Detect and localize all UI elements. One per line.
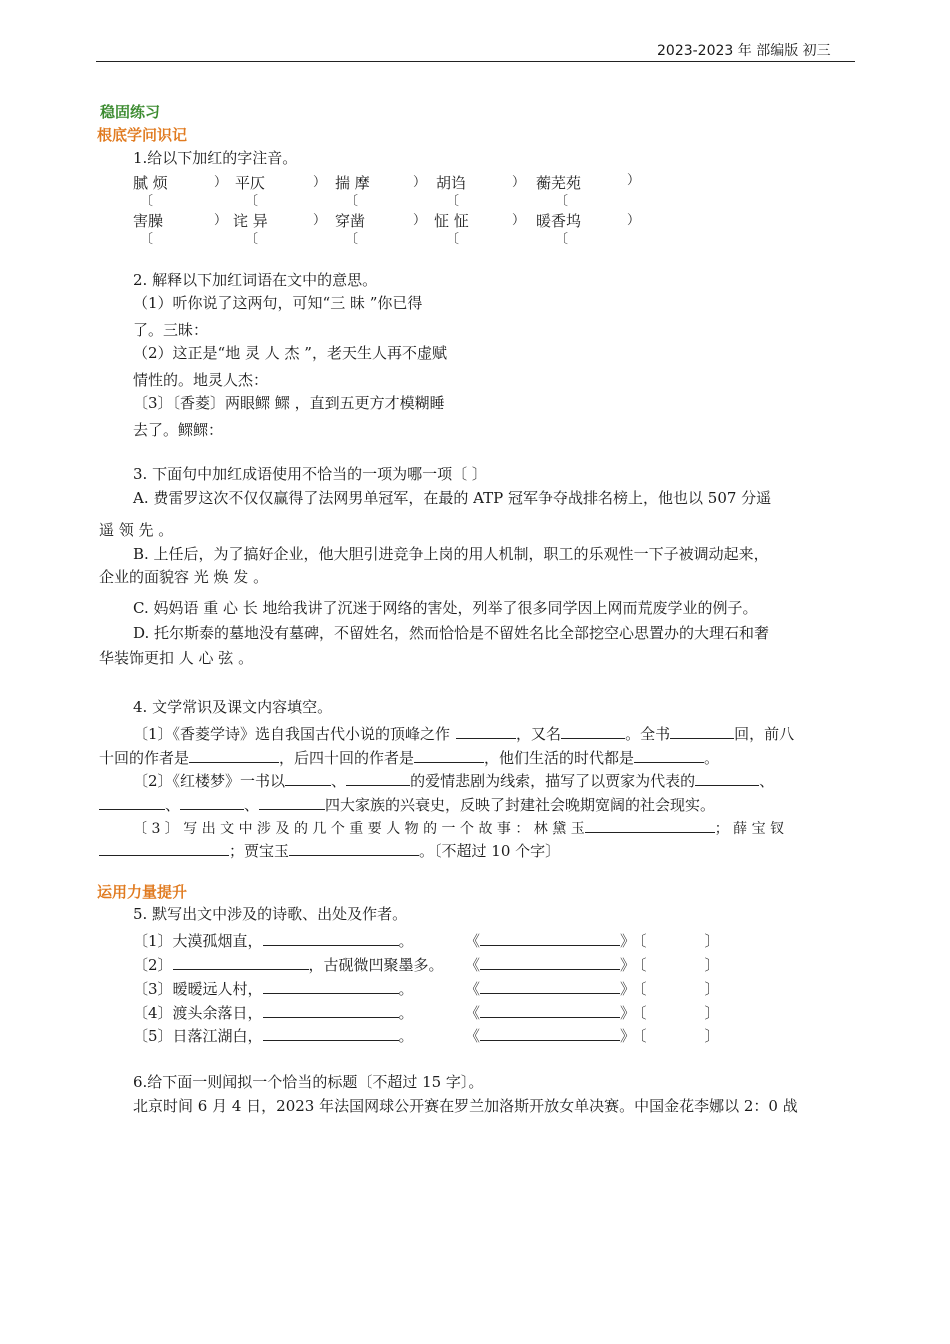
blank-input[interactable]: [263, 1003, 399, 1018]
blank-input[interactable]: [189, 748, 279, 763]
q5-source-1: [465, 931, 720, 949]
q2-answer-3: 去了。鳏鳏：: [133, 421, 224, 439]
q2-answer-1: 了。三昧：: [133, 321, 209, 339]
q4-text: 〔2〕《红楼梦》一书以: [133, 772, 286, 790]
blank-input[interactable]: [259, 795, 325, 810]
q1-item: 平仄: [235, 174, 266, 192]
q3-option-d-cont: 华装饰更扣 人 心 弦 。: [99, 649, 254, 667]
blank-input[interactable]: [263, 979, 399, 994]
q5-text: 〔5〕日落江湖白，: [133, 1027, 263, 1045]
q5-text: 《: [465, 1027, 481, 1045]
q4-line-6: [99, 841, 560, 859]
blank-input[interactable]: [480, 1003, 620, 1018]
q4-line-2: [99, 748, 719, 766]
q5-text: 《: [465, 956, 481, 974]
q2-sentence-2: （2）这正是“地 灵 人 杰 ”，老天生人再不虚赋: [133, 344, 447, 362]
q2-sentence-1: （1）听你说了这两句，可知“三 昧 ”你已得: [133, 294, 423, 312]
q4-line-1: [133, 724, 794, 742]
paren: 〔: [555, 232, 569, 247]
paren: 〔: [446, 232, 460, 247]
blank-input[interactable]: [695, 771, 759, 786]
paren: 〔: [446, 194, 460, 209]
blank-input[interactable]: [670, 724, 734, 739]
q5-item-3: [133, 979, 414, 997]
q4-text: ； 薛 宝 钗: [714, 821, 785, 837]
paren: 〔: [140, 232, 154, 247]
paren: ）: [313, 213, 327, 228]
q5-text: 〔3〕暧暧远人村，: [133, 980, 263, 998]
blank-input[interactable]: [480, 1026, 620, 1041]
paren: ）: [214, 175, 228, 190]
q1-item: 蘅芜苑: [536, 174, 582, 192]
blank-input[interactable]: [480, 931, 620, 946]
paren: ）: [512, 213, 526, 228]
q1-item: 胡诌: [436, 174, 467, 192]
q4-text: 、: [165, 796, 181, 814]
q4-text: 、: [759, 772, 775, 790]
paren: 〔: [555, 194, 569, 209]
paren: 〔: [245, 232, 259, 247]
q4-text: ，又名: [516, 725, 562, 743]
blank-input[interactable]: [173, 955, 309, 970]
q5-source-3: [465, 979, 720, 997]
q5-text: 》: [620, 956, 636, 974]
q5-text: 〔: [639, 1027, 647, 1045]
blank-input[interactable]: [285, 771, 331, 786]
q1-item: 穿凿: [335, 212, 366, 230]
q6-title: 6.给下面一则闻拟一个恰当的标题〔不超过 15 字〕。: [133, 1073, 484, 1091]
paren: ）: [512, 175, 526, 190]
paren: ）: [413, 175, 427, 190]
q1-item: 害臊: [133, 212, 164, 230]
q5-text: 。: [398, 932, 414, 950]
q1-title: 1.给以下加红的字注音。: [133, 149, 298, 167]
paren: 〔: [345, 194, 359, 209]
paren: 〔: [245, 194, 259, 209]
q5-source-5: [465, 1026, 720, 1044]
q1-item: 暖香坞: [536, 212, 582, 230]
blank-input[interactable]: [480, 979, 620, 994]
q4-text: ；贾宝玉: [229, 842, 290, 860]
paren: ）: [627, 173, 641, 188]
blank-input[interactable]: [99, 841, 229, 856]
q4-text: 四大家族的兴衰史，反映了封建社会晚期宽阔的社会现实。: [325, 796, 716, 814]
q5-source-2: [465, 955, 720, 973]
q4-line-4: [99, 795, 715, 813]
q4-line-5: [133, 818, 784, 836]
q4-text: 十回的作者是: [99, 749, 190, 767]
q4-text: 〔1〕《香菱学诗》选自我国古代小说的顶峰之作: [133, 725, 451, 743]
paren: 〔: [140, 194, 154, 209]
q5-item-1: [133, 931, 414, 949]
blank-input[interactable]: [346, 771, 410, 786]
q4-text: ，后四十回的作者是: [279, 749, 415, 767]
q5-source-4: [465, 1003, 720, 1021]
q5-text: 《: [465, 932, 481, 950]
paren: ）: [313, 175, 327, 190]
q5-title: 5. 默写出文中涉及的诗歌、出处及作者。: [133, 905, 408, 923]
q5-text: 。: [398, 1027, 414, 1045]
q5-item-5: [133, 1026, 414, 1044]
q4-title: 4. 文学常识及课文内容填空。: [133, 698, 333, 716]
q5-text: 〔1〕大漠孤烟直，: [133, 932, 263, 950]
blank-input[interactable]: [634, 748, 704, 763]
paren: ）: [627, 213, 641, 228]
blank-input[interactable]: [289, 841, 419, 856]
q3-option-b: B. 上任后，为了搞好企业，他大胆引进竞争上岗的用人机制，职工的乐观性一下子被调动起来，: [133, 545, 769, 563]
q5-text: 《: [465, 980, 481, 998]
q4-line-3: [133, 771, 774, 789]
q5-item-4: [133, 1003, 414, 1021]
q5-text: ，古砚微凹聚墨多。: [308, 956, 444, 974]
q5-text: 〔4〕渡头余落日，: [133, 1004, 263, 1022]
q4-text: 、: [331, 772, 347, 790]
q4-text: 〔 3 〕 写 出 文 中 涉 及 的 几 个 重 要 人 物 的 一 个 故 事 ： 林 黛 玉: [133, 821, 585, 837]
blank-input[interactable]: [180, 795, 244, 810]
q4-text: 。〔不超过 10 个字〕: [419, 842, 561, 860]
q5-text: 〕: [704, 1027, 720, 1045]
q5-text: 〔: [639, 956, 647, 974]
q3-option-a-cont: 遥 领 先 。: [99, 521, 174, 539]
q4-text: 、: [244, 796, 260, 814]
blank-input[interactable]: [414, 748, 484, 763]
header-divider: [96, 61, 855, 62]
q5-item-2: [133, 955, 444, 973]
section-consolidate: 稳固练习: [100, 103, 161, 121]
q5-text: 〔: [639, 1004, 647, 1022]
q4-text: ，他们生活的时代都是: [484, 749, 635, 767]
blank-input[interactable]: [263, 931, 399, 946]
q4-text: 的爱情悲剧为线索，描写了以贾家为代表的: [410, 772, 696, 790]
page-header: 2023-2023 年 部编版 初三: [657, 43, 831, 59]
q3-title: 3. 下面句中加红成语使用不恰当的一项为哪一项〔 〕: [133, 465, 487, 483]
q5-text: 》: [620, 1027, 636, 1045]
q3-option-a: A. 费雷罗这次不仅仅赢得了法网男单冠军，在最的 ATP 冠军争夺战排名榜上，他也以 507 分遥: [133, 489, 772, 507]
q5-text: 〔: [639, 980, 647, 998]
q1-item: 腻 烦: [133, 174, 168, 192]
paren: ）: [413, 213, 427, 228]
q2-sentence-3: 〔3〕〔香菱〕两眼鳏 鳏 ，直到五更方才模糊睡: [133, 394, 445, 412]
q2-title: 2. 解释以下加红词语在文中的意思。: [133, 271, 378, 289]
section-basic: 根底学问识记: [97, 126, 188, 144]
q5-text: 〕: [704, 932, 720, 950]
q5-text: 〕: [704, 1004, 720, 1022]
q5-text: 》: [620, 932, 636, 950]
blank-input[interactable]: [456, 724, 516, 739]
blank-input[interactable]: [480, 955, 620, 970]
q3-option-d: D. 托尔斯泰的墓地没有墓碑，不留姓名，然而恰恰是不留姓名比全部挖空心思置办的大理石和奢: [133, 624, 770, 642]
q4-text: 。全书: [625, 725, 671, 743]
q5-text: 》: [620, 1004, 636, 1022]
blank-input[interactable]: [585, 818, 715, 833]
q1-item: 揣 摩: [335, 174, 370, 192]
q1-item: 诧 异: [233, 212, 268, 230]
q3-option-b-cont: 企业的面貌容 光 焕 发 。: [99, 568, 269, 586]
q5-text: 〔: [639, 932, 647, 950]
blank-input[interactable]: [263, 1026, 399, 1041]
q5-text: 。: [398, 1004, 414, 1022]
q5-text: 〔2〕: [133, 956, 173, 974]
q2-answer-2: 情性的。地灵人杰：: [133, 371, 269, 389]
q5-text: 〕: [704, 980, 720, 998]
paren: ）: [214, 213, 228, 228]
q4-text: 回，前八: [734, 725, 795, 743]
paren: 〔: [345, 232, 359, 247]
blank-input[interactable]: [561, 724, 625, 739]
q5-text: 〕: [704, 956, 720, 974]
q4-text: 。: [704, 749, 720, 767]
blank-input[interactable]: [99, 795, 165, 810]
q1-item: 怔 怔: [434, 212, 469, 230]
section-advanced: 运用力量提升: [97, 883, 188, 901]
q5-text: 《: [465, 1004, 481, 1022]
q5-text: 。: [398, 980, 414, 998]
q3-option-c: C. 妈妈语 重 心 长 地给我讲了沉迷于网络的害处，列举了很多同学因上网而荒废学业的例子。: [133, 599, 758, 617]
q6-body: 北京时间 6 月 4 日，2023 年法国网球公开赛在罗兰加洛斯开放女单决赛。中国金花李娜以 2：0 战: [133, 1097, 798, 1115]
q5-text: 》: [620, 980, 636, 998]
